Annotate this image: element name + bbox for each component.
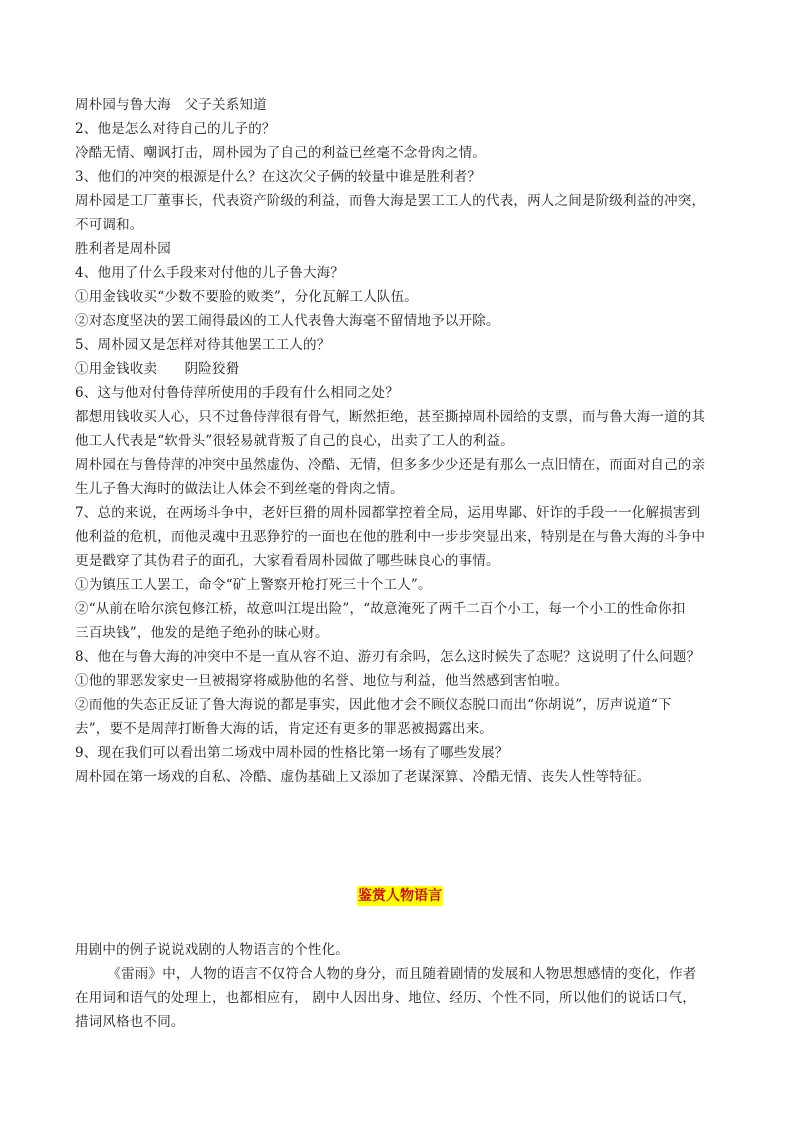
section-paragraph-line: 《雷雨》中，人物的语言不仅符合人物的身分，而且随着剧情的发展和人物思想感情的变化，作者 <box>107 966 697 982</box>
text-line: 他利益的危机，而他灵魂中丑恶狰狞的一面也在他的胜利中一步步突显出来，特别是在与鲁大海的斗争中 <box>75 529 706 545</box>
text-line: 9、现在我们可以看出第二场戏中周朴园的性格比第一场有了哪些发展？ <box>75 745 509 761</box>
text-line: 不可调和。 <box>75 217 144 233</box>
section-heading: 鉴赏人物语言 <box>358 888 442 904</box>
text-line: 周朴园是工厂董事长，代表资产阶级的利益，而鲁大海是罢工工人的代表，两人之间是阶级利益的冲突， <box>75 193 706 209</box>
text-line: 冷酷无情、嘲讽打击，周朴园为了自己的利益已丝毫不念骨肉之情。 <box>75 145 486 161</box>
text-line: 6、这与他对付鲁侍萍所使用的手段有什么相同之处？ <box>75 385 399 401</box>
document-body <box>75 93 735 789</box>
text-line: 周朴园在与鲁侍萍的冲突中虽然虚伪、冷酷、无情，但多多少少还是有那么一点旧情在，而面对自己的亲 <box>75 457 706 473</box>
text-line: 8、他在与鲁大海的冲突中不是一直从容不迫、游刃有余吗，怎么这时候失了态呢？这说明了什么问题？ <box>75 649 701 665</box>
text-line: 更是戳穿了其伪君子的面孔，大家看看周朴园做了哪些昧良心的事情。 <box>75 553 500 569</box>
text-line: 7、总的来说，在两场斗争中，老奸巨猾的周朴园都掌控着全局，运用卑鄙、奸诈的手段一一化解损害到 <box>75 505 701 521</box>
text-line: 周朴园在第一场戏的自私、冷酷、虚伪基础上又添加了老谋深算、冷酷无情、丧失人性等特征。 <box>75 769 651 785</box>
text-line: ②“从前在哈尔滨包修江桥，故意叫江堤出险”，“故意淹死了两千二百个小工，每一个小工的性命你扣 <box>75 601 686 617</box>
text-line: 4、他用了什么手段来对付他的儿子鲁大海？ <box>75 265 345 281</box>
text-line: 5、周朴园又是怎样对待其他罢工工人的？ <box>75 337 331 353</box>
text-line: 去”，要不是周萍打断鲁大海的话，肯定还有更多的罪恶被揭露出来。 <box>75 721 494 737</box>
section-heading-container <box>0 885 800 906</box>
text-line: ①用金钱收卖 阴险狡猾 <box>75 361 240 377</box>
section-body <box>75 938 735 1034</box>
text-line: ①他的罪恶发家史一旦被揭穿将威胁他的名誉、地位与利益，他当然感到害怕啦。 <box>75 673 569 689</box>
section-paragraph-line: 措词风格也不同。 <box>75 1014 185 1030</box>
text-line: 生儿子鲁大海时的做法让人体会不到丝毫的骨肉之情。 <box>75 481 404 497</box>
text-line: 他工人代表是“软骨头”很轻易就背叛了自己的良心，出卖了工人的利益。 <box>75 433 514 449</box>
text-line: 3、他们的冲突的根源是什么？在这次父子俩的较量中谁是胜利者？ <box>75 169 482 185</box>
text-line: 三百块钱”，他发的是绝子绝孙的昧心财。 <box>75 625 329 641</box>
text-line: ①用金钱收买“少数不要脸的败类”，分化瓦解工人队伍。 <box>75 289 419 305</box>
text-line: 周朴园与鲁大海 父子关系知道 <box>75 97 267 113</box>
section-intro: 用剧中的例子说说戏剧的人物语言的个性化。 <box>75 942 349 958</box>
text-line: 都想用钱收买人心，只不过鲁侍萍很有骨气，断然拒绝，甚至撕掉周朴园给的支票，而与鲁大海一道的其 <box>75 409 706 425</box>
text-line: ②对态度坚决的罢工闹得最凶的工人代表鲁大海毫不留情地予以开除。 <box>75 313 500 329</box>
section-paragraph-line: 在用词和语气的处理上，也都相应有， 剧中人因出身、地位、经历、个性不同，所以他们的说话口气， <box>75 990 696 1006</box>
text-line: ②而他的失态正反证了鲁大海说的都是事实，因此他才会不顾仪态脱口而出“你胡说”，厉声说道“下 <box>75 697 672 713</box>
text-line: 2、他是怎么对待自己的儿子的？ <box>75 121 276 137</box>
text-line: 胜利者是周朴园 <box>75 241 171 257</box>
text-line: ①为镇压工人罢工，命令“矿上警察开枪打死三十个工人”。 <box>75 577 432 593</box>
